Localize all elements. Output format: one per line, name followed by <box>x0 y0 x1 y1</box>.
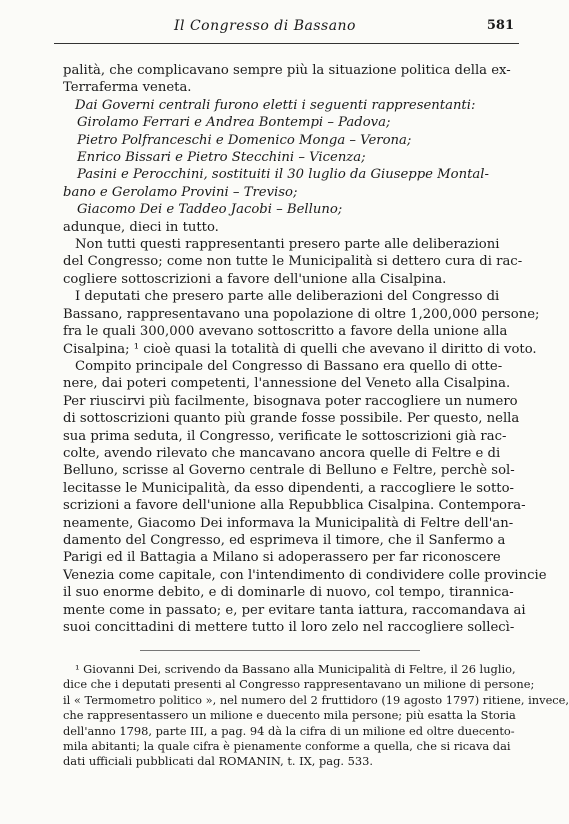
text-line: neamente, Giacomo Dei informava la Municipalità di Feltre dell'an- <box>63 515 514 531</box>
text-line: il suo enorme debito, e di dominarle di nuovo, col tempo, tirannica- <box>63 585 514 601</box>
text-line: Bassano, rappresentavano una popolazione di oltre 1,200,000 persone; <box>63 306 540 322</box>
running-header <box>54 18 514 38</box>
text-line: Dai Governi centrali furono eletti i seguenti rappresentanti: <box>75 97 476 113</box>
text-line: del Congresso; come non tutte le Municipalità si dettero cura di rac- <box>63 254 523 270</box>
text-line: bano e Gerolamo Provini – Treviso; <box>63 184 298 200</box>
text-line: I deputati che presero parte alle deliberazioni del Congresso di <box>75 289 500 305</box>
text-line: lecitasse le Municipalità, da esso dipendenti, a raccogliere le sotto- <box>63 480 514 496</box>
text-line: scrizioni a favore dell'unione alla Repubblica Cisalpina. Contempora- <box>63 498 526 514</box>
text-line: Girolamo Ferrari e Andrea Bontempi – Padova; <box>77 115 391 131</box>
text-line: Per riuscirvi più facilmente, bisognava poter raccogliere un numero <box>63 393 518 409</box>
text-line: di sottoscrizioni quanto più grande fosse possibile. Per questo, nella <box>63 411 520 427</box>
text-line: Pietro Polfranceschi e Domenico Monga – Verona; <box>77 132 412 148</box>
body-text <box>63 62 547 636</box>
text-line: suoi concittadini di mettere tutto il loro zelo nel raccogliere sollecì- <box>63 620 515 635</box>
text-line: Venezia come capitale, con l'intendimento di condividere colle provincie <box>63 567 547 583</box>
text-line: Terraferma veneta. <box>63 80 192 96</box>
text-line: adunque, dieci in tutto. <box>63 219 219 235</box>
text-line: Compito principale del Congresso di Bassano era quello di otte- <box>75 358 503 374</box>
running-title: Il Congresso di Bassano <box>174 18 356 34</box>
text-line: Belluno, scrisse al Governo centrale di Belluno e Feltre, perchè sol- <box>63 463 515 479</box>
text-line: fra le quali 300,000 avevano sottoscritto a favore della unione alla <box>63 324 508 340</box>
text-line: sua prima seduta, il Congresso, verificate le sottoscrizioni già rac- <box>63 428 507 444</box>
footnote-line: dell'anno 1798, parte III, a pag. 94 dà la cifra di un milione ed oltre duecento- <box>63 723 515 738</box>
text-line: mente come in passato; e, per evitare tanta iattura, raccomandava ai <box>63 602 526 618</box>
text-line: Giacomo Dei e Taddeo Jacobi – Belluno; <box>77 202 343 218</box>
text-line: nere, dai poteri competenti, l'annessione del Veneto alla Cisalpina. <box>63 376 511 392</box>
text-line: Cisalpina; ¹ cioè quasi la totalità di quelli che avevano il diritto di voto. <box>63 341 537 357</box>
text-line: colte, avendo rilevato che mancavano ancora quelle di Feltre e di <box>63 445 501 461</box>
text-line: damento del Congresso, ed esprimeva il timore, che il Sanfermo a <box>63 532 506 548</box>
footnote-line: il « Termometro politico », nel numero del 2 fruttidoro (19 agosto 1797) ritiene, invece, <box>63 692 569 707</box>
footnote-separator <box>140 650 420 651</box>
text-line: cogliere sottoscrizioni a favore dell'unione alla Cisalpina. <box>63 271 447 287</box>
footnote-line: che rappresentassero un milione e duecento mila persone; più esatta la Storia <box>63 708 516 723</box>
footnote-line: dati ufficiali pubblicati dal ROMANIN, t. IX, pag. 533. <box>63 754 373 769</box>
text-line: Non tutti questi rappresentanti presero parte alle deliberazioni <box>75 237 500 253</box>
text-line: palità, che complicavano sempre più la situazione politica della ex- <box>63 63 511 78</box>
footnote-line: ¹ Giovanni Dei, scrivendo da Bassano alla Municipalità di Feltre, il 26 luglio, <box>75 662 516 676</box>
page-number: 581 <box>486 18 514 33</box>
footnote-line: dice che i deputati presenti al Congresso rappresentavano un milione di persone; <box>63 677 535 692</box>
header-rule <box>54 43 519 44</box>
text-line: Enrico Bissari e Pietro Stecchini – Vicenza; <box>77 150 366 166</box>
footnote <box>63 662 569 770</box>
text-line: Pasini e Perocchini, sostituiti il 30 luglio da Giuseppe Montal- <box>77 167 489 183</box>
text-line: Parigi ed il Battagia a Milano si adoperassero per far riconoscere <box>63 550 501 566</box>
footnote-line: mila abitanti; la quale cifra è pienamente conforme a quella, che si ricava dai <box>63 739 511 754</box>
